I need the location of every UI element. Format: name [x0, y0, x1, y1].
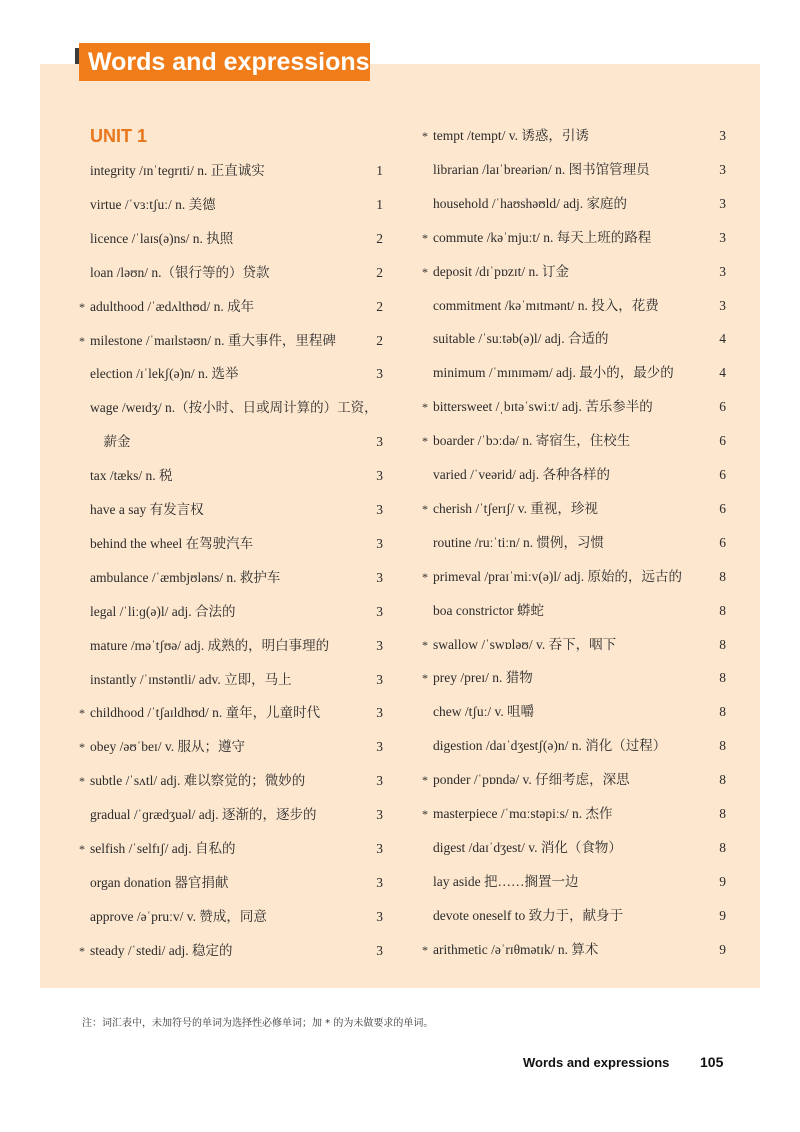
vocab-text: household /ˈhaʊshəʊld/ adj. 家庭的	[433, 195, 628, 211]
vocab-text: loan /ləʊn/ n.（银行等的）贷款	[90, 264, 270, 280]
vocab-text: varied /ˈveərid/ adj. 各种各样的	[433, 467, 610, 482]
vocab-entry	[422, 799, 726, 829]
vocab-page: 3	[376, 468, 383, 484]
vocab-entry	[79, 698, 383, 728]
vocab-text: cherish /ˈtʃerɪʃ/ v. 重视，珍视	[433, 500, 598, 516]
vocab-entry	[90, 665, 383, 695]
vocab-text: prey /preɪ/ n. 猎物	[433, 670, 533, 686]
vocab-entry	[422, 935, 726, 965]
vocab-text: boarder /ˈbɔːdə/ n. 寄宿生，住校生	[433, 433, 631, 449]
vocab-text: virtue /ˈvɜːtʃuː/ n. 美德	[90, 196, 216, 212]
optional-marker: *	[79, 333, 85, 348]
vocab-entry	[433, 731, 726, 761]
vocab-page: 3	[376, 671, 383, 687]
vocab-page: 3	[376, 942, 383, 958]
vocab-entry	[433, 358, 726, 388]
vocab-text: commute /kəˈmjuːt/ n. 每天上班的路程	[433, 229, 652, 245]
vocabulary-panel	[40, 64, 760, 988]
vocab-text: legal /ˈliːɡ(ə)l/ adj. 合法的	[90, 603, 236, 619]
vocab-entry	[90, 495, 383, 525]
vocab-page: 8	[719, 806, 726, 821]
vocab-page: 3	[719, 128, 726, 143]
vocab-entry	[433, 189, 726, 219]
vocab-text: lay aside 把……搁置一边	[433, 873, 579, 889]
vocab-text: ambulance /ˈæmbjʊləns/ n. 救护车	[90, 569, 281, 585]
vocab-entry	[422, 426, 726, 456]
vocab-page: 3	[376, 637, 383, 653]
vocab-text: arithmetic /əˈrɪθmətɪk/ n. 算术	[433, 941, 599, 957]
vocab-entry	[422, 562, 726, 592]
optional-marker: *	[422, 637, 428, 652]
vocab-page: 8	[719, 704, 726, 720]
vocab-text: swallow /ˈswɒləʊ/ v. 吞下，咽下	[433, 636, 617, 652]
vocab-page: 3	[376, 434, 383, 450]
vocab-entry	[422, 494, 726, 524]
vocab-entry	[433, 833, 726, 863]
vocab-entry	[90, 461, 383, 491]
vocab-entry	[433, 460, 726, 490]
vocab-page: 8	[719, 772, 726, 788]
vocab-text: licence /ˈlaɪs(ə)ns/ n. 执照	[90, 230, 234, 246]
vocab-page: 8	[719, 670, 726, 686]
vocab-page: 3	[376, 908, 383, 924]
vocab-page: 3	[719, 161, 726, 177]
section-title: Words and expressions	[79, 43, 370, 81]
vocab-text: bittersweet /ˌbɪtəˈswiːt/ adj. 苦乐参半的	[433, 399, 653, 415]
vocab-entry	[90, 529, 383, 559]
vocab-entry	[422, 121, 726, 151]
vocab-page: 3	[376, 569, 383, 585]
vocab-entry	[433, 697, 726, 727]
vocab-page: 3	[376, 705, 383, 721]
optional-marker: *	[79, 299, 85, 314]
vocab-text: have a say 有发言权	[90, 502, 204, 517]
vocab-page: 2	[376, 332, 383, 348]
optional-marker: *	[422, 569, 428, 584]
vocab-text: digestion /daɪˈdʒestʃ(ə)n/ n. 消化（过程）	[433, 738, 667, 754]
vocab-text: tempt /tempt/ v. 诱惑，引诱	[433, 128, 589, 143]
vocab-text: commitment /kəˈmɪtmənt/ n. 投入，花费	[433, 297, 659, 313]
vocab-page: 4	[719, 365, 726, 381]
vocab-text: selfish /ˈselfɪʃ/ adj. 自私的	[90, 841, 236, 856]
vocab-page: 3	[719, 263, 726, 279]
vocab-entry	[90, 224, 383, 254]
vocab-text: organ donation 器官捐献	[90, 874, 229, 890]
vocab-page: 3	[376, 739, 383, 755]
vocab-entry	[90, 902, 383, 932]
vocab-text: deposit /dɪˈpɒzɪt/ n. 订金	[433, 263, 570, 279]
vocab-page: 1	[376, 163, 383, 178]
optional-marker: *	[422, 400, 428, 415]
vocab-page: 3	[376, 603, 383, 619]
vocab-entry	[433, 867, 726, 897]
vocab-page: 3	[376, 366, 383, 382]
vocab-entry	[79, 936, 383, 966]
vocab-text: chew /tʃuː/ v. 咀嚼	[433, 704, 535, 720]
vocab-text: adulthood /ˈædʌlthʊd/ n. 成年	[90, 298, 255, 314]
vocab-page: 8	[719, 568, 726, 584]
vocab-entry	[433, 324, 726, 354]
vocab-entry	[90, 156, 383, 186]
optional-marker: *	[79, 943, 85, 958]
vocab-entry	[433, 596, 726, 626]
vocab-page: 9	[719, 941, 726, 957]
vocab-text: subtle /ˈsʌtl/ adj. 难以察觉的；微妙的	[90, 773, 306, 789]
optional-marker: *	[422, 671, 428, 686]
vocab-text: childhood /ˈtʃaɪldhʊd/ n. 童年，儿童时代	[90, 705, 321, 721]
vocab-page: 6	[719, 433, 726, 449]
vocab-entry	[422, 765, 726, 795]
vocab-text: minimum /ˈmɪnɪməm/ adj. 最小的，最少的	[433, 365, 674, 381]
vocab-entry	[90, 563, 383, 593]
vocab-page: 9	[719, 907, 726, 923]
vocab-text: approve /əˈpruːv/ v. 赞成，同意	[90, 908, 267, 924]
vocab-page: 8	[719, 738, 726, 754]
vocab-text: gradual /ˈɡrædʒuəl/ adj. 逐渐的，逐步的	[90, 807, 317, 823]
vocab-text: devote oneself to 致力于，献身于	[433, 907, 624, 923]
vocab-text: masterpiece /ˈmɑːstəpiːs/ n. 杰作	[433, 806, 613, 821]
vocab-entry	[79, 732, 383, 762]
vocab-entry	[422, 223, 726, 253]
vocab-page: 8	[719, 602, 726, 618]
vocab-page: 2	[376, 264, 383, 280]
optional-marker: *	[422, 264, 428, 279]
vocab-entry	[90, 359, 383, 389]
vocab-entry	[422, 663, 726, 693]
vocab-entry	[433, 528, 726, 558]
vocab-page: 6	[719, 534, 726, 550]
vocab-entry	[79, 834, 383, 864]
footer-label: Words and expressions	[523, 1055, 670, 1070]
vocab-page: 8	[719, 839, 726, 855]
vocab-text: instantly /ˈɪnstəntli/ adv. 立即，马上	[90, 671, 292, 687]
vocab-text: boa constrictor 蟒蛇	[433, 602, 544, 618]
vocab-page: 6	[719, 467, 726, 482]
vocab-page: 9	[719, 873, 726, 889]
vocab-text: tax /tæks/ n. 税	[90, 468, 173, 484]
vocab-page: 4	[719, 331, 726, 347]
vocab-text: integrity /ɪnˈteɡrɪti/ n. 正直诚实	[90, 163, 265, 178]
page-number: 105	[700, 1054, 724, 1070]
vocab-entry	[90, 258, 383, 288]
vocab-entry	[90, 868, 383, 898]
vocab-page: 2	[376, 298, 383, 314]
optional-marker: *	[422, 807, 428, 821]
vocab-text: mature /məˈtʃʊə/ adj. 成熟的，明白事理的	[90, 637, 330, 653]
vocab-text: primeval /praɪˈmiːv(ə)l/ adj. 原始的，远古的	[433, 568, 682, 584]
footnote: 注：词汇表中，未加符号的单词为选择性必修单词；加 * 的为未做要求的单词。	[82, 1018, 434, 1029]
vocab-text: behind the wheel 在驾驶汽车	[90, 535, 254, 551]
vocab-entry	[90, 800, 383, 830]
vocab-entry	[90, 393, 383, 423]
vocab-page: 3	[376, 773, 383, 789]
optional-marker: *	[79, 706, 85, 721]
vocab-page: 3	[719, 297, 726, 313]
vocab-page: 6	[719, 399, 726, 415]
vocab-page: 3	[719, 195, 726, 211]
vocab-entry	[433, 291, 726, 321]
vocab-page: 3	[376, 535, 383, 551]
vocab-entry	[422, 392, 726, 422]
vocab-text: election /ɪˈlekʃ(ə)n/ n. 选举	[90, 366, 239, 382]
vocab-page: 8	[719, 636, 726, 652]
optional-marker: *	[422, 129, 428, 143]
vocab-text: digest /daɪˈdʒest/ v. 消化（食物）	[433, 839, 622, 855]
vocab-entry	[79, 766, 383, 796]
optional-marker: *	[79, 774, 85, 789]
vocab-entry	[90, 597, 383, 627]
vocab-text: obey /əʊˈbeɪ/ v. 服从；遵守	[90, 739, 246, 755]
vocab-text: 薪金	[90, 434, 131, 450]
vocab-text: suitable /ˈsuːtəb(ə)l/ adj. 合适的	[433, 331, 609, 347]
vocab-entry	[90, 190, 383, 220]
vocab-page: 3	[719, 229, 726, 245]
optional-marker: *	[422, 773, 428, 788]
vocab-page: 3	[376, 502, 383, 517]
optional-marker: *	[422, 501, 428, 516]
vocab-entry	[433, 155, 726, 185]
optional-marker: *	[422, 434, 428, 449]
vocab-text: steady /ˈstedi/ adj. 稳定的	[90, 942, 233, 958]
vocab-entry	[79, 292, 383, 322]
optional-marker: *	[79, 842, 85, 856]
vocab-text: wage /weɪdʒ/ n.（按小时、日或周计算的）工资，	[90, 400, 378, 416]
optional-marker: *	[422, 230, 428, 245]
optional-marker: *	[422, 942, 428, 957]
unit-heading: UNIT 1	[90, 126, 148, 146]
vocab-text: ponder /ˈpɒndə/ v. 仔细考虑，深思	[433, 772, 630, 788]
vocab-entry	[422, 257, 726, 287]
vocab-entry	[90, 427, 383, 457]
optional-marker: *	[79, 740, 85, 755]
vocab-page: 1	[376, 196, 383, 212]
vocab-text: librarian /laɪˈbreəriən/ n. 图书馆管理员	[433, 161, 650, 177]
vocab-text: milestone /ˈmaɪlstəʊn/ n. 重大事件，里程碑	[90, 332, 336, 348]
vocab-entry	[90, 631, 383, 661]
vocab-page: 3	[376, 874, 383, 890]
vocab-page: 2	[376, 230, 383, 246]
vocab-text: routine /ruːˈtiːn/ n. 惯例，习惯	[433, 534, 604, 550]
vocab-entry	[422, 630, 726, 660]
vocab-page: 3	[376, 807, 383, 823]
vocab-entry	[79, 326, 383, 356]
vocab-entry	[433, 901, 726, 931]
vocab-page: 6	[719, 500, 726, 516]
vocab-page: 3	[376, 841, 383, 856]
